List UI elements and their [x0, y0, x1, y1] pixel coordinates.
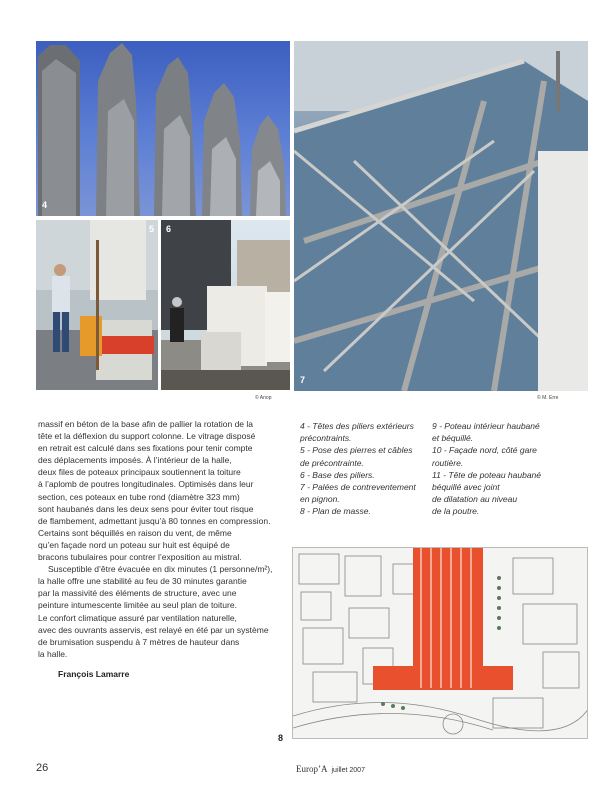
body-line: la halle.	[38, 648, 68, 659]
caption-line: précontraints.	[300, 433, 352, 444]
site-plan-drawing	[293, 548, 588, 739]
captions-column-2	[432, 420, 562, 518]
body-line: de brumisation suspendu à 7 mètres de hauteur dans	[38, 636, 240, 647]
captions-column-1	[300, 420, 425, 518]
caption-line: 8 - Plan de masse.	[300, 506, 371, 517]
site-plan	[292, 547, 588, 739]
photo-pier-bases	[161, 220, 290, 390]
photo-stone-installation	[36, 220, 158, 390]
caption-line: de précontrainte.	[300, 457, 364, 468]
photo-credit-left: © Anop	[255, 395, 272, 401]
body-line: qu’en façade nord un poteau sur huit est équipé de	[38, 539, 230, 550]
body-line: avec des ouvrants asservis, est relayé en été par un système	[38, 624, 269, 635]
caption-line: 6 - Base des piliers.	[300, 469, 375, 480]
photo-number: 4	[42, 200, 48, 210]
photo-number: 7	[300, 375, 306, 385]
body-line: en retrait est calculé dans ses fixations pour tenir compte	[38, 443, 253, 454]
body-line: à l’aplomb de poutres longitudinales. Optimisés dans leur	[38, 479, 254, 490]
caption-line: de dilatation au niveau	[432, 494, 518, 505]
body-line: tête et la déflexion du support colonne. Le vitrage disposé	[38, 431, 256, 442]
body-line: la halle offre une stabilité au feu de 30 minutes garantie	[38, 576, 247, 587]
caption-line: 9 - Poteau intérieur haubané	[432, 421, 540, 431]
article-author: François Lamarre	[58, 669, 130, 679]
body-line: Certains sont béquillés en raison du vent, de même	[38, 527, 232, 538]
body-line: sont haubanés dans les deux sens pour éviter tout risque	[38, 503, 254, 514]
article-body	[38, 418, 284, 660]
caption-line: 4 - Têtes des piliers extérieurs	[300, 421, 414, 431]
caption-line: béquillé avec joint	[432, 482, 500, 493]
body-line: massif en béton de la base afin de pallier la rotation de la	[38, 419, 253, 429]
body-line: bracons tubulaires pour contrer l’exposition au mistral.	[38, 552, 242, 563]
body-line: Susceptible d’être évacuée en dix minutes (1 personne/m²),	[48, 564, 273, 575]
caption-line: 7 - Palées de contreventement	[300, 482, 416, 493]
page-number: 26	[36, 762, 49, 774]
caption-line: routière.	[432, 457, 464, 468]
magazine-name: Europ’A	[296, 764, 328, 774]
caption-line: et béquillé.	[432, 433, 474, 444]
stone-installation-illustration	[36, 220, 158, 390]
body-line: section, ces poteaux en tube rond (diamètre 323 mm)	[38, 491, 240, 502]
photo-number: 5	[148, 224, 154, 234]
body-line: deux files de poteaux principaux soutiennent la toiture	[38, 467, 241, 478]
body-line: peinture intumescente limitée au seul plan de toiture.	[38, 600, 237, 611]
body-line: Le confort climatique assuré par ventilation naturelle,	[38, 612, 237, 623]
caption-line: 11 - Tête de poteau haubané	[432, 469, 542, 480]
caption-line: 10 - Façade nord, côté gare	[432, 445, 537, 456]
plan-number: 8	[278, 733, 284, 743]
issue-date: juillet 2007	[331, 767, 365, 774]
pier-bases-illustration	[161, 220, 290, 390]
body-line: de flambement, admettant jusqu’à 80 tonnes en compression.	[38, 515, 271, 526]
caption-line: 5 - Pose des pierres et câbles	[300, 445, 413, 456]
photo-number: 6	[166, 224, 172, 234]
photo-column-heads	[36, 41, 290, 216]
gable-bracing-illustration	[294, 41, 588, 391]
caption-line: de la poutre.	[432, 506, 480, 517]
body-line: des déplacements imposés. À l’intérieur de la halle,	[38, 455, 232, 466]
photo-credit-right: © M. Erre	[537, 395, 559, 401]
column-heads-illustration	[36, 41, 290, 216]
caption-line: en pignon.	[300, 494, 340, 505]
body-line: par la massivité des éléments de structure, avec une	[38, 588, 237, 599]
photo-gable-bracing	[294, 41, 588, 391]
magazine-footer	[296, 764, 365, 774]
